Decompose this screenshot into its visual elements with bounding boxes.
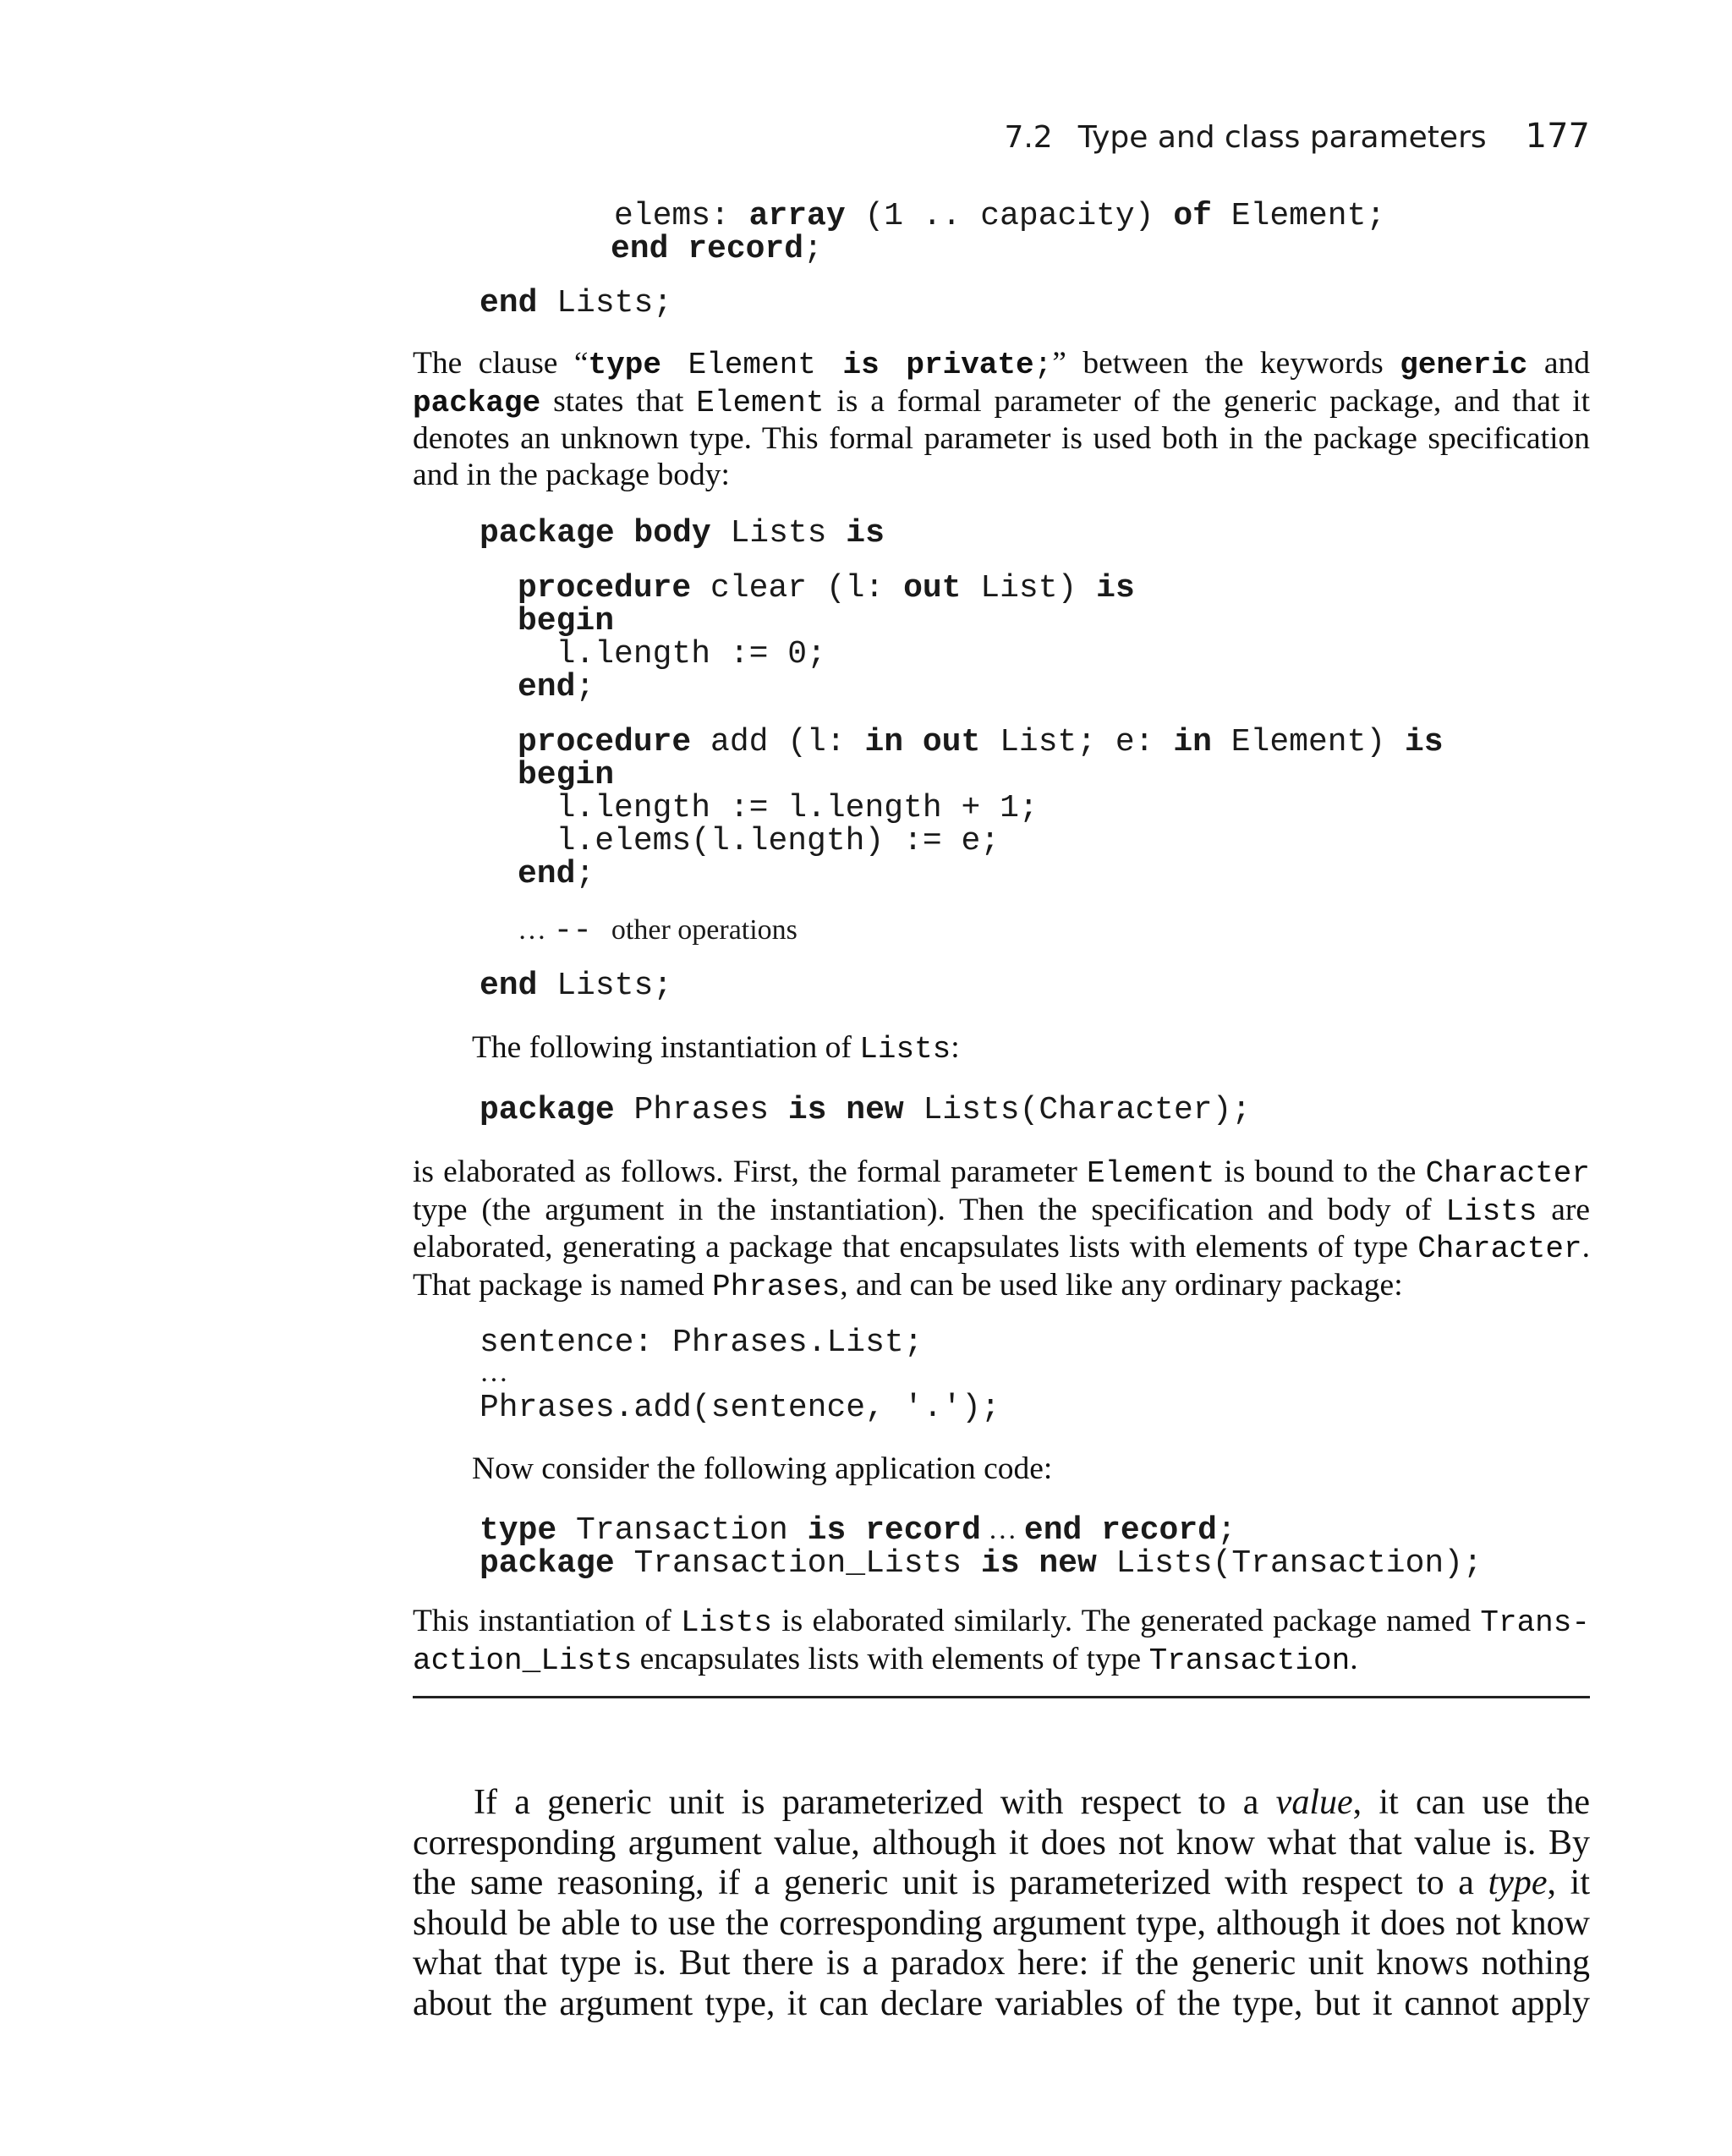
text-line: and in the package body: — [413, 457, 730, 492]
text-line — [413, 1863, 1590, 1904]
text-run: and — [1527, 346, 1591, 381]
text-run: type (the argument in the instantiation). Then the specification and body of — [413, 1192, 1446, 1227]
code-text: Phrases — [614, 1092, 788, 1128]
code-keyword: in — [1173, 724, 1212, 760]
code-text: List; e: — [980, 724, 1174, 760]
text-line: about the argument type, it can declare variables of the type, but it cannot apply — [413, 1983, 1590, 2023]
text-line: should be able to use the corresponding argument type, although it does not know — [413, 1903, 1590, 1943]
inline-code: Lists — [680, 1605, 773, 1640]
text-line: corresponding argument value, although it does not know what that value is. By — [413, 1823, 1590, 1862]
code-keyword: array — [748, 198, 846, 234]
text-line: what that type is. But there is a paradox here: if the generic unit knows nothing — [413, 1944, 1590, 1983]
inline-code: Phrases — [712, 1269, 841, 1304]
inline-code: Lists — [859, 1032, 951, 1067]
code-comment: other operations — [611, 914, 797, 946]
inline-code: Transaction — [1148, 1643, 1351, 1678]
text-run: If a generic unit is parameterized with respect to a — [474, 1783, 1276, 1822]
code-text: ; — [575, 669, 595, 705]
text-line — [413, 1604, 1590, 1642]
code-procedure-add — [518, 726, 1444, 891]
inline-code: Element — [696, 385, 825, 420]
code-text: (1 .. capacity) — [845, 198, 1174, 234]
inline-code: generic — [1400, 348, 1528, 382]
section-title: Type and class parameters — [1077, 120, 1487, 155]
paragraph-elaboration — [413, 1155, 1590, 1305]
text-line — [413, 1230, 1590, 1268]
text-run: . — [1581, 1230, 1590, 1265]
inline-code: Lists — [1445, 1193, 1537, 1229]
code-keyword: end — [480, 968, 538, 1004]
inline-code: Character — [1417, 1232, 1582, 1266]
code-text: ; — [575, 856, 595, 892]
code-keyword: is — [1096, 570, 1135, 606]
text-run: ” between the keywords — [1052, 346, 1400, 381]
code-text: ; — [1216, 1512, 1236, 1549]
code-block-record-end — [614, 200, 1385, 233]
code-text: Lists(Transaction); — [1096, 1545, 1483, 1582]
code-package-body-header — [480, 517, 885, 550]
text-run: is bound to the — [1214, 1155, 1426, 1189]
text-run: The clause “ — [413, 346, 589, 381]
code-keyword: out — [903, 570, 962, 606]
code-text: Element) — [1211, 724, 1405, 760]
text-line — [413, 1642, 1590, 1680]
code-keyword: is record — [807, 1512, 981, 1549]
code-keyword: is — [846, 515, 885, 551]
code-line-end-lists — [480, 287, 672, 320]
code-text: Transaction — [556, 1512, 808, 1549]
code-keyword: is new — [980, 1545, 1097, 1582]
code-phrases-instantiation — [480, 1094, 1251, 1127]
paragraph-instantiation-intro — [472, 1030, 1590, 1068]
inline-code: Trans- — [1480, 1605, 1590, 1640]
text-line — [472, 1030, 1590, 1068]
section-number: 7.2 — [1004, 120, 1053, 155]
inline-code: ; — [1033, 348, 1053, 382]
code-keyword: begin — [518, 603, 615, 639]
text-run: : — [951, 1030, 960, 1065]
code-keyword: end record — [1023, 1512, 1217, 1549]
text-run: The following instantiation of — [472, 1030, 860, 1065]
code-text: Lists — [710, 515, 847, 551]
emphasis: type — [1488, 1863, 1548, 1902]
code-keyword: package — [480, 1092, 615, 1128]
code-keyword: procedure — [518, 724, 692, 760]
code-ellipsis-line — [480, 1356, 508, 1390]
text-run: is a formal parameter of the generic package, and that it — [824, 383, 1590, 419]
text-run: states that — [540, 383, 697, 419]
inline-code: package — [413, 385, 541, 420]
code-keyword: begin — [518, 757, 615, 793]
text-line — [413, 1193, 1590, 1231]
code-end-lists — [480, 969, 672, 1002]
body-paragraph — [413, 1783, 1590, 2024]
code-keyword: end record — [611, 231, 804, 267]
code-ellipsis: … — [518, 914, 554, 946]
code-text: List) — [961, 570, 1097, 606]
text-run: , it can use the — [1352, 1783, 1590, 1822]
code-text: Phrases.add(sentence, '.'); — [480, 1390, 1000, 1426]
inline-code: type — [588, 348, 661, 382]
code-keyword: procedure — [518, 570, 692, 606]
code-sentence-decl — [480, 1326, 924, 1359]
inline-code: Character — [1425, 1156, 1591, 1191]
text-run: This instantiation of — [413, 1604, 681, 1638]
code-text: Element; — [1211, 198, 1386, 234]
text-run: , it — [1547, 1863, 1591, 1902]
code-keyword: package — [480, 1545, 615, 1582]
text-run: That package is named — [413, 1267, 713, 1303]
text-run: the same reasoning, if a generic unit is parameterized with respect to a — [413, 1863, 1488, 1902]
code-ellipsis: … — [980, 1514, 1024, 1545]
text-run: is elaborated as follows. First, the formal parameter — [413, 1155, 1088, 1189]
text-run: encapsulates lists with elements of type — [632, 1641, 1149, 1676]
code-line-end-record — [611, 233, 823, 266]
inline-code — [880, 348, 907, 382]
text-run: are — [1537, 1192, 1590, 1227]
text-line — [413, 1155, 1590, 1193]
code-text: clear (l: — [691, 570, 904, 606]
code-ellipsis: … — [480, 1357, 508, 1388]
code-transaction-decl — [480, 1513, 1483, 1580]
code-phrases-add — [480, 1391, 1000, 1424]
code-keyword: end — [480, 285, 538, 321]
text-run: , and can be used like any ordinary package: — [840, 1267, 1403, 1303]
code-text: Lists; — [537, 968, 673, 1004]
inline-code: Element — [1087, 1156, 1215, 1191]
code-text: ; — [803, 231, 823, 267]
text-run: . — [1350, 1641, 1358, 1676]
inline-code: action_Lists — [413, 1643, 633, 1678]
code-text: l.length := 0; — [518, 636, 826, 672]
code-procedure-clear — [518, 572, 1135, 704]
code-text: Lists(Character); — [903, 1092, 1252, 1128]
running-header — [1004, 117, 1590, 156]
code-comment-other-operations — [518, 913, 797, 947]
text-line — [413, 1783, 1590, 1824]
code-keyword: in out — [864, 724, 981, 760]
code-keyword: package body — [480, 515, 711, 551]
code-keyword: is new — [787, 1092, 904, 1128]
code-text: sentence: Phrases.List; — [480, 1325, 924, 1361]
code-comment-marker: -- — [553, 913, 611, 949]
example-end-rule — [413, 1696, 1590, 1698]
code-text: l.length := l.length + 1; — [518, 790, 1039, 826]
code-keyword: end — [518, 669, 576, 705]
page-number: 177 — [1525, 117, 1590, 156]
inline-code: is — [842, 348, 880, 382]
emphasis: value — [1275, 1783, 1353, 1822]
code-text: add (l: — [691, 724, 865, 760]
code-text: Transaction_Lists — [614, 1545, 981, 1582]
paragraph-transaction-lists — [413, 1604, 1590, 1679]
code-text: Lists; — [537, 285, 673, 321]
text-line: denotes an unknown type. This formal parameter is used both in the package specification — [413, 421, 1590, 456]
text-line — [413, 384, 1590, 422]
code-keyword: is — [1405, 724, 1444, 760]
paragraph-application-code — [472, 1451, 1590, 1488]
code-keyword: end — [518, 856, 576, 892]
code-keyword: of — [1173, 198, 1212, 234]
text-run: elaborated, generating a package that encapsulates lists with elements of type — [413, 1230, 1418, 1265]
text-line — [413, 1268, 1590, 1306]
text-line: Now consider the following application code: — [472, 1451, 1053, 1486]
inline-code: private — [906, 348, 1034, 382]
text-line — [413, 346, 1590, 384]
code-keyword: type — [480, 1512, 557, 1549]
text-run: is elaborated similarly. The generated package named — [772, 1604, 1481, 1638]
code-text: l.elems(l.length) := e; — [518, 823, 1000, 859]
paragraph-generic-clause — [413, 346, 1590, 493]
code-text: elems: — [614, 198, 749, 234]
inline-code: Element — [660, 348, 843, 382]
